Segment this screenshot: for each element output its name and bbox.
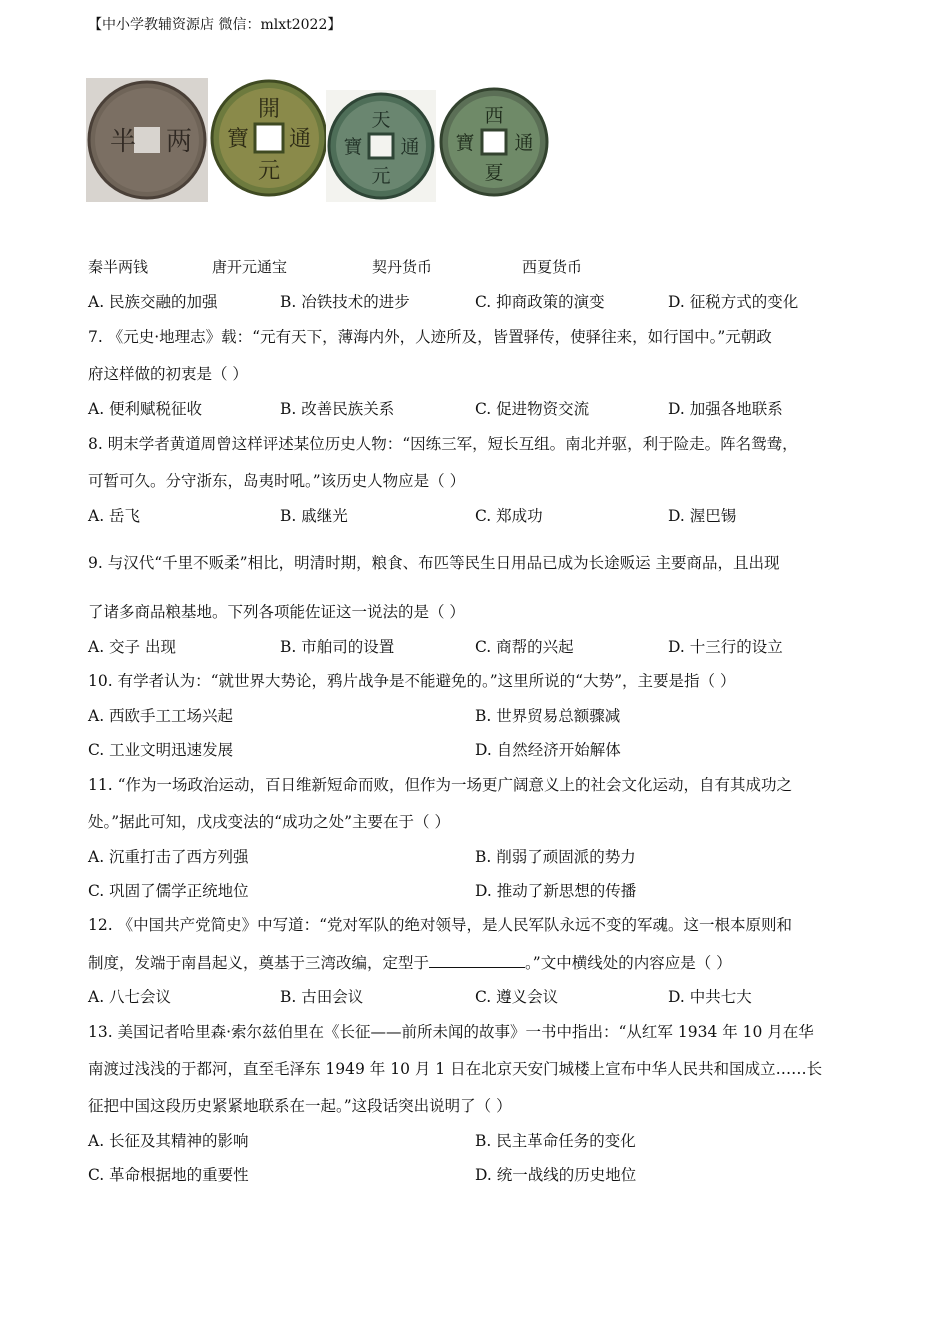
q6-option-a: A. 民族交融的加强 bbox=[88, 293, 218, 311]
q9-option-b: B. 市舶司的设置 bbox=[280, 638, 395, 656]
q10-option-d: D. 自然经济开始解体 bbox=[475, 741, 621, 759]
coin-char: 寶 bbox=[343, 136, 363, 158]
q12-option-d: D. 中共七大 bbox=[668, 988, 752, 1006]
q10-stem-line: 10. 有学者认为：“就世界大势论，鸦片战争是不能避免的。”这里所说的“大势”，主要是指（ ） bbox=[88, 672, 736, 690]
q9-stem-line: 9. 与汉代“千里不贩柔”相比，明清时期，粮食、布匹等民生日用品已成为长途贩运 主要商品，且出现 bbox=[88, 554, 780, 572]
coin-label: 秦半两钱 bbox=[88, 258, 149, 276]
coin-char: 通 bbox=[514, 132, 534, 154]
q11-stem-line: 处。”据此可知，戊戌变法的“成功之处”主要在于（ ） bbox=[88, 813, 450, 831]
q13-option-d: D. 统一战线的历史地位 bbox=[475, 1166, 637, 1184]
coin-label: 西夏货币 bbox=[522, 258, 583, 276]
q12-stem-line-2 bbox=[88, 951, 732, 973]
coin-char: 半 bbox=[110, 127, 137, 157]
coin-char: 寶 bbox=[226, 127, 250, 152]
q11-option-a: A. 沉重打击了西方列强 bbox=[88, 848, 249, 866]
q7-stem-line: 府这样做的初衷是（ ） bbox=[88, 365, 248, 383]
q12-option-c: C. 遵义会议 bbox=[475, 988, 559, 1006]
xixia-coin-icon bbox=[438, 86, 550, 198]
q7-option-a: A. 便利赋税征收 bbox=[88, 400, 203, 418]
q11-option-c: C. 巩固了儒学正统地位 bbox=[88, 882, 249, 900]
coin-char: 通 bbox=[288, 127, 312, 152]
q13-stem-line: 南渡过浅浅的于都河，直至毛泽东 1949 年 10 月 1 日在北京天安门城楼上宣布中华人民共和国成立……长 bbox=[88, 1060, 823, 1078]
coin-char: 两 bbox=[166, 127, 193, 157]
coin-char: 寶 bbox=[455, 132, 475, 154]
q12-option-b: B. 古田会议 bbox=[280, 988, 364, 1006]
qin-banliang-coin-icon bbox=[86, 78, 208, 202]
q7-option-d: D. 加强各地联系 bbox=[668, 400, 783, 418]
coin-label: 契丹货币 bbox=[372, 258, 433, 276]
coin-char: 夏 bbox=[484, 162, 504, 184]
coin-label: 唐开元通宝 bbox=[212, 258, 288, 276]
q13-stem-line: 13. 美国记者哈里森·索尔兹伯里在《长征——前所未闻的故事》一书中指出：“从红军 1934 年 10 月在华 bbox=[88, 1023, 814, 1041]
q6-option-c: C. 抑商政策的演变 bbox=[475, 293, 605, 311]
coin-char: 西 bbox=[484, 105, 504, 127]
q9-option-a: A. 交子 出现 bbox=[88, 638, 176, 656]
q13-option-a: A. 长征及其精神的影响 bbox=[88, 1132, 249, 1150]
q8-option-c: C. 郑成功 bbox=[475, 507, 543, 525]
q8-option-a: A. 岳飞 bbox=[88, 507, 141, 525]
coin-char: 天 bbox=[371, 109, 391, 131]
q7-option-b: B. 改善民族关系 bbox=[280, 400, 395, 418]
q7-stem-line: 7. 《元史·地理志》载：“元有天下，薄海内外，人迹所及，皆置驿传，使驿往来，如行国中。”元朝政 bbox=[88, 328, 772, 346]
coin-char: 開 bbox=[257, 97, 281, 122]
coin-char: 元 bbox=[257, 159, 281, 184]
q12-stem-line: 12. 《中国共产党简史》中写道：“党对军队的绝对领导，是人民军队永远不变的军魂。这一根本原则和 bbox=[88, 916, 793, 934]
page-header: 【中小学教辅资源店 微信：mlxt2022】 bbox=[88, 17, 342, 33]
q6-option-d: D. 征税方式的变化 bbox=[668, 293, 799, 311]
q11-stem-line: 11. “作为一场政治运动，百日维新短命而败，但作为一场更广阔意义上的社会文化运动，自有其成功之 bbox=[88, 776, 793, 794]
coin-labels bbox=[88, 256, 848, 278]
q13-option-b: B. 民主革命任务的变化 bbox=[475, 1132, 636, 1150]
q12-stem-pre: 制度，发端于南昌起义，奠基于三湾改编，定型于 bbox=[88, 954, 430, 972]
q8-stem-line: 8. 明末学者黄道周曾这样评述某位历史人物：“因练三军，短长互组。南北并驱，利于险走。阵名鸳鸯， bbox=[88, 435, 798, 453]
q11-option-d: D. 推动了新思想的传播 bbox=[475, 882, 637, 900]
q9-option-c: C. 商帮的兴起 bbox=[475, 638, 574, 656]
q8-option-d: D. 渥巴锡 bbox=[668, 507, 737, 525]
khitan-coin-icon bbox=[326, 90, 436, 202]
q10-option-c: C. 工业文明迅速发展 bbox=[88, 741, 234, 759]
q7-option-c: C. 促进物资交流 bbox=[475, 400, 590, 418]
q10-option-a: A. 西欧手工工场兴起 bbox=[88, 707, 234, 725]
q6-option-b: B. 冶铁技术的进步 bbox=[280, 293, 410, 311]
q12-option-a: A. 八七会议 bbox=[88, 988, 172, 1006]
fill-in-blank bbox=[429, 953, 525, 968]
q8-option-b: B. 戚继光 bbox=[280, 507, 348, 525]
coin-char: 元 bbox=[371, 165, 391, 187]
q10-option-b: B. 世界贸易总额骤减 bbox=[475, 707, 621, 725]
tang-kaiyuan-coin-icon bbox=[210, 78, 328, 202]
q13-option-c: C. 革命根据地的重要性 bbox=[88, 1166, 249, 1184]
coin-char: 通 bbox=[400, 136, 420, 158]
q8-stem-line: 可暂可久。分守浙东，岛夷时吼。”该历史人物应是（ ） bbox=[88, 472, 466, 490]
q9-option-d: D. 十三行的设立 bbox=[668, 638, 783, 656]
q9-stem-line: 了诸多商品粮基地。下列各项能佐证这一说法的是（ ） bbox=[88, 603, 465, 621]
q11-option-b: B. 削弱了顽固派的势力 bbox=[475, 848, 636, 866]
q13-stem-line: 征把中国这段历史紧紧地联系在一起。”这段话突出说明了（ ） bbox=[88, 1097, 512, 1115]
q12-stem-post: 。”文中横线处的内容应是（ ） bbox=[525, 954, 732, 972]
